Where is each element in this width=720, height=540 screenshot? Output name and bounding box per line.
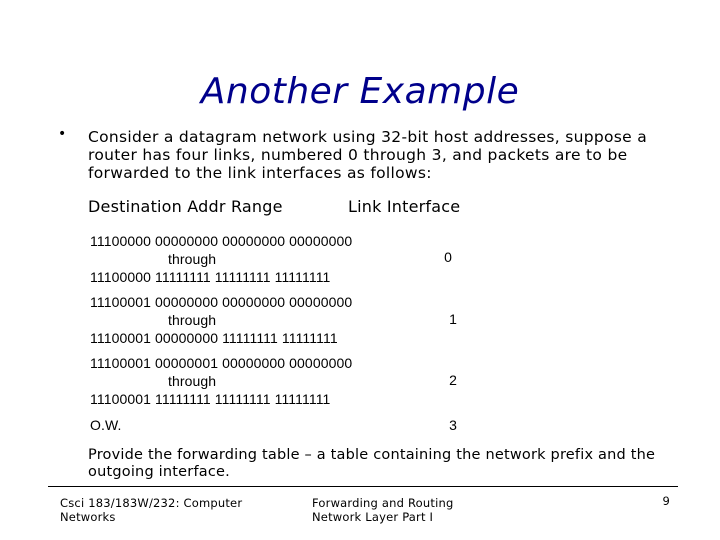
provide-instruction: Provide the forwarding table – a table containing the network prefix and the outgoing interface. [88, 447, 656, 480]
range-from: 11100000 00000000 00000000 00000000 [90, 233, 353, 249]
footer-topic-line-2: Network Layer Part I [312, 510, 434, 524]
header-link-interface: Link Interface [348, 197, 461, 216]
page-number: 9 [662, 494, 670, 508]
range-row-3 [90, 416, 122, 434]
footer-divider [48, 486, 678, 487]
interface-1: 1 [449, 311, 457, 327]
range-to: 11100001 00000000 11111111 11111111 [90, 330, 338, 346]
header-destination-range: Destination Addr Range [88, 197, 283, 216]
range-row-1 [90, 293, 352, 347]
footer-topic-line-1: Forwarding and Routing [312, 496, 454, 510]
footer-course-line-1: Csci 183/183W/232: Computer [60, 496, 243, 510]
footer-course [60, 496, 270, 524]
range-row-0 [90, 232, 352, 286]
interface-0: 0 [444, 249, 452, 265]
footer-topic [312, 496, 492, 524]
interface-2: 2 [449, 372, 457, 388]
interface-3: 3 [449, 417, 457, 433]
range-through: through [168, 251, 217, 267]
range-through: through [168, 312, 217, 328]
footer-course-line-2: Networks [60, 510, 116, 524]
range-row-2 [90, 354, 352, 408]
bullet-marker: • [58, 126, 67, 142]
intro-text: Consider a datagram network using 32-bit host addresses, suppose a router has four links, numbered 0 through 3, and packets are to be forwarded to the link interfaces as follows: [88, 128, 648, 182]
range-through: through [168, 373, 217, 389]
range-to: 11100000 11111111 11111111 11111111 [90, 269, 331, 285]
range-from: 11100001 00000001 00000000 00000000 [90, 355, 353, 371]
range-to: 11100001 11111111 11111111 11111111 [90, 391, 331, 407]
slide-title: Another Example [200, 71, 520, 112]
range-otherwise: O.W. [90, 417, 122, 433]
range-from: 11100001 00000000 00000000 00000000 [90, 294, 353, 310]
